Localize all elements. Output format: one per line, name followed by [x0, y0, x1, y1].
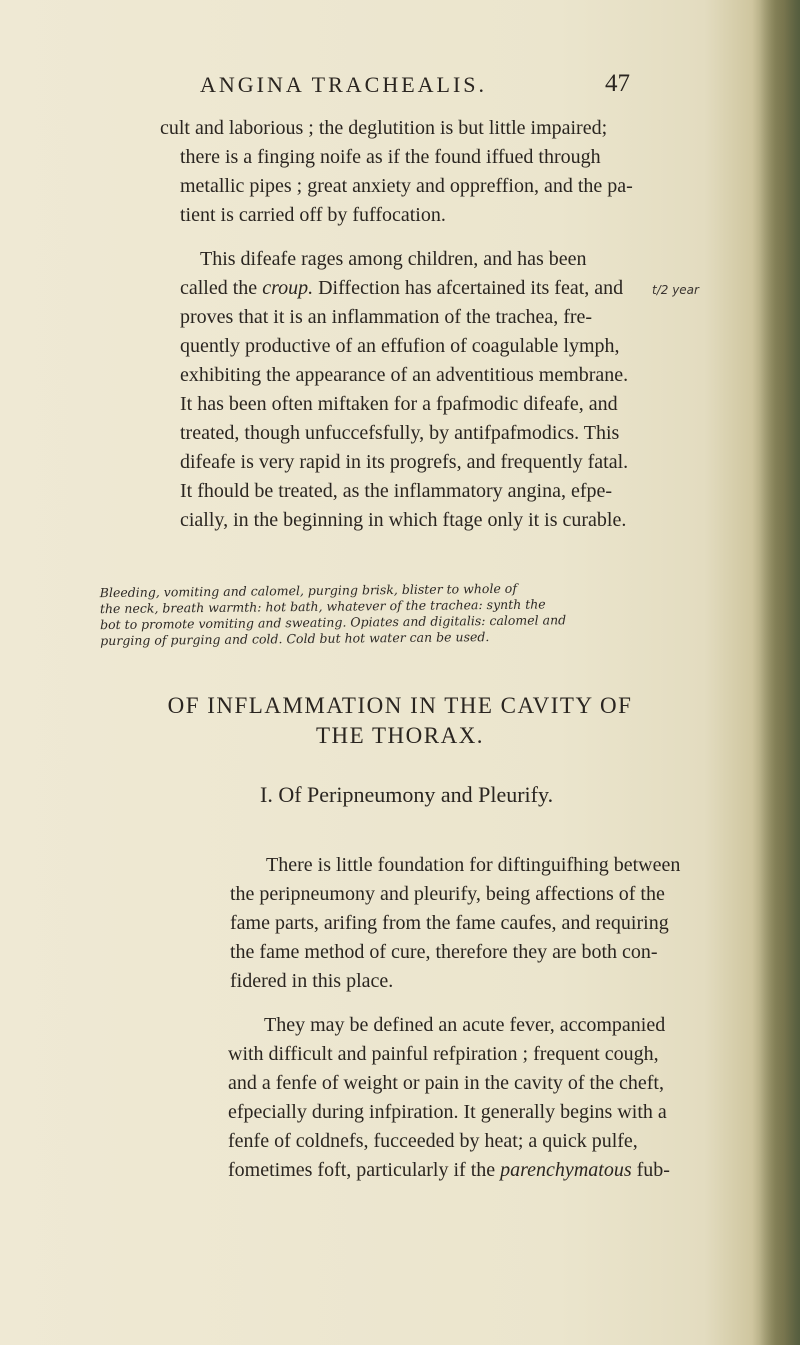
- text-line: efpecially during infpiration. It generally begins with a: [228, 1101, 667, 1123]
- text-span: fometimes foft, particularly if the: [228, 1159, 501, 1181]
- text-line: the fame method of cure, therefore they are both con-: [230, 941, 658, 963]
- text-line: with difficult and painful refpiration ; frequent cough,: [228, 1043, 659, 1065]
- text-line: [228, 1156, 670, 1185]
- text-line: there is a finging noife as if the found iffued through: [180, 146, 601, 168]
- text-line: [180, 274, 632, 303]
- paragraph-definition: [228, 1011, 670, 1185]
- text-span: fub-: [631, 1159, 670, 1181]
- handwritten-line: bot to promote vomiting and sweating. Opiates and digitalis: calomel and: [100, 612, 567, 633]
- text-line: the peripneumony and pleurify, being affections of the: [230, 883, 665, 905]
- croup-term: croup.: [262, 277, 314, 299]
- page-header: [200, 70, 630, 102]
- text-span: called the: [180, 277, 263, 299]
- margin-handwritten-note: t/2 year: [652, 283, 699, 297]
- page-number: 47: [605, 70, 630, 97]
- text-line: This difeafe rages among children, and has been: [200, 248, 587, 270]
- text-line: difeafe is very rapid in its progrefs, and frequently fatal.: [180, 451, 629, 473]
- text-line: metallic pipes ; great anxiety and oppreffion, and the pa-: [180, 175, 633, 197]
- paragraph-symptoms: [160, 114, 633, 230]
- text-line: It fhould be treated, as the inflammatory angina, efpe-: [180, 480, 613, 502]
- text-line: fidered in this place.: [230, 970, 394, 992]
- handwritten-line: Bleeding, vomiting and calomel, purging brisk, blister to whole of: [99, 580, 518, 601]
- text-line: They may be defined an acute fever, accompanied: [264, 1014, 666, 1036]
- paragraph-croup: [180, 245, 632, 535]
- text-line: tient is carried off by fuffocation.: [180, 204, 446, 226]
- text-line: It has been often miftaken for a fpafmodic difeafe, and: [180, 393, 618, 415]
- text-line: cially, in the beginning in which ftage only it is curable.: [180, 509, 627, 531]
- text-line: exhibiting the appearance of an adventitious membrane.: [180, 364, 629, 386]
- text-span: Diffection has afcertained its feat, and: [313, 277, 624, 299]
- running-head: ANGINA TRACHEALIS.: [200, 72, 488, 97]
- text-line: quently productive of an effufion of coagulable lymph,: [180, 335, 620, 357]
- text-line: treated, though unfuccefsfully, by antifpafmodics. This: [180, 422, 620, 444]
- text-line: fenfe of coldnefs, fucceeded by heat; a quick pulfe,: [228, 1130, 638, 1152]
- paragraph-distinction: [230, 851, 681, 996]
- subsection-heading: I. Of Peripneumony and Pleurify.: [260, 782, 554, 807]
- section-heading: [140, 691, 660, 751]
- text-line: There is little foundation for diftinguifhing between: [266, 854, 681, 876]
- section-heading-line: OF INFLAMMATION IN THE CAVITY OF: [167, 693, 633, 718]
- text-line: and a fenfe of weight or pain in the cavity of the cheft,: [228, 1072, 664, 1094]
- text-line: cult and laborious ; the deglutition is but little impaired;: [160, 117, 608, 139]
- parenchymatous-term: parenchymatous: [500, 1159, 632, 1181]
- text-line: fame parts, arifing from the fame caufes, and requiring: [230, 912, 669, 934]
- handwritten-annotation: [100, 579, 701, 649]
- page-edge-shadow: [760, 0, 800, 1345]
- handwritten-line: purging of purging and cold. Cold but hot water can be used.: [100, 629, 490, 649]
- text-line: proves that it is an inflammation of the trachea, fre-: [180, 306, 593, 328]
- section-heading-line: THE THORAX.: [315, 723, 485, 748]
- handwritten-line: the neck, breath warmth: hot bath, whatever of the trachea: synth the: [99, 596, 546, 617]
